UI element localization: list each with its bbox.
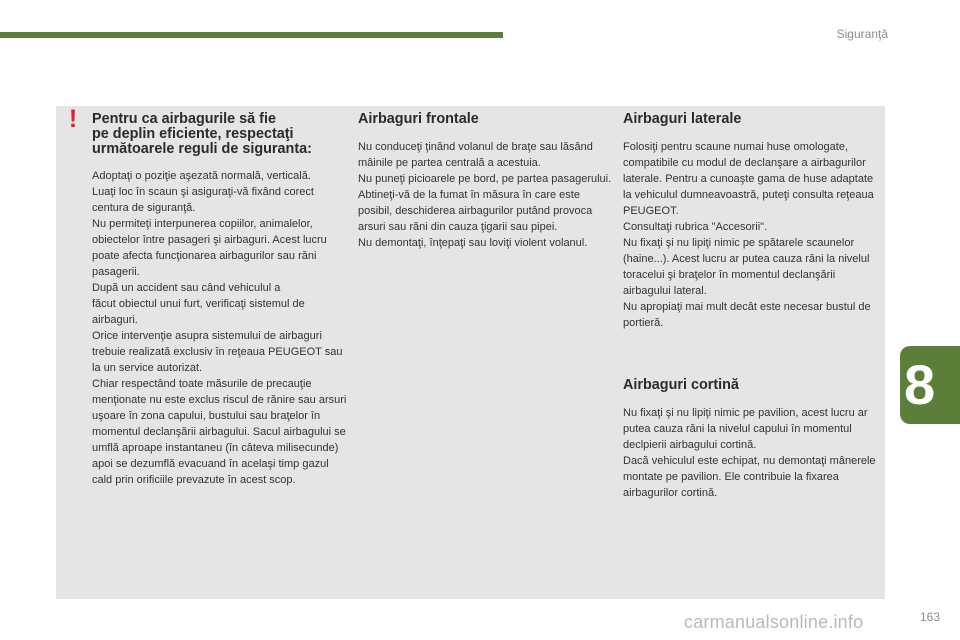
warning-block bbox=[92, 112, 350, 488]
lateral-text: Folosiţi pentru scaune numai huse omologate, compatibile cu modul de declanşare a airbagurilor laterale. Pentru a cunoaşte gama de huse adaptate la vehiculul dumneavoastră, puteţi consulta reţeaua PEUGEOT. Consultaţi rubrica "Accesorii". Nu fixaţi şi nu lipiţi nimic pe spătarele scaunelor (haine...). Acest lucru ar putea cauza răni la nivelul toracelui şi braţelor în momentul declanşării airbagului lateral. Nu apropiaţi mai mult decât este necesar bustul de portieră. bbox=[623, 141, 874, 329]
chapter-tab bbox=[900, 346, 960, 424]
frontal-text: Nu conduceţi ţinând volanul de braţe sau lăsând mâinile pe partea centrală a acestuia. Nu puneţi picioarele pe bord, pe partea pasagerului. Abtineţi-vă de la fumat în măsura în care este posibil, deschiderea airbagurilor putând provoca arsuri sau răni din cauza ţigarii sau pipei. Nu demontaţi, înţepaţi sau loviţi violent volanul. bbox=[358, 141, 612, 249]
chapter-number: 8 bbox=[904, 353, 936, 416]
lateral-airbags-section bbox=[623, 112, 879, 331]
watermark: carmanualsonline.info bbox=[684, 612, 864, 632]
curtain-airbags-section bbox=[623, 378, 879, 501]
warning-text: Adoptaţi o poziţie aşezată normală, verticală. Luaţi loc în scaun şi asiguraţi-vă fixând corect centura de siguranţă. Nu permiteţi interpunerea copiilor, animalelor, obiectelor între pasageri şi airbaguri. Acest lucru poate afecta funcţionarea airbagurilor sau răni pasagerii. După un accident sau când vehiculul a făcut obiectul unui furt, verificaţi sistemul de airbaguri. Orice intervenţie asupra sistemului de airbaguri trebuie realizată exclusiv în reţeaua PEUGEOT sau la un service autorizat. Chiar respectând toate măsurile de precauţie menţionate nu este exclus riscul de rănire sau arsuri uşoare în zona capului, bustului sau braţelor în momentul declanşării airbagului. Sacul airbagului se umflă aproape instantaneu (în câteva milisecunde) apoi se dezumflă evacuand în acelaşi timp gazul cald prin orificiile prevazute în acest scop. bbox=[92, 170, 347, 486]
warning-title: Pentru ca airbagurile să fie pe deplin eficiente, respectaţi următoarele reguli de siguranta: bbox=[92, 111, 312, 157]
frontal-title: Airbaguri frontale bbox=[358, 111, 479, 127]
header-accent-bar bbox=[0, 32, 503, 38]
lateral-title: Airbaguri laterale bbox=[623, 111, 742, 127]
curtain-text: Nu fixaţi şi nu lipiţi nimic pe pavilion, acest lucru ar putea cauza răni la nivelul capului în momentul declpierii airbagului cortină. Dacă vehiculul este echipat, nu demontaţi mânerele montate pe pavilion. Ele contribuie la fixarea airbagurilor cortină. bbox=[623, 407, 876, 499]
curtain-title: Airbaguri cortină bbox=[623, 377, 739, 393]
frontal-airbags-section bbox=[358, 112, 612, 251]
section-title: Siguranţă bbox=[836, 27, 888, 41]
exclamation-icon: ! bbox=[68, 105, 78, 133]
page-number: 163 bbox=[919, 610, 940, 624]
